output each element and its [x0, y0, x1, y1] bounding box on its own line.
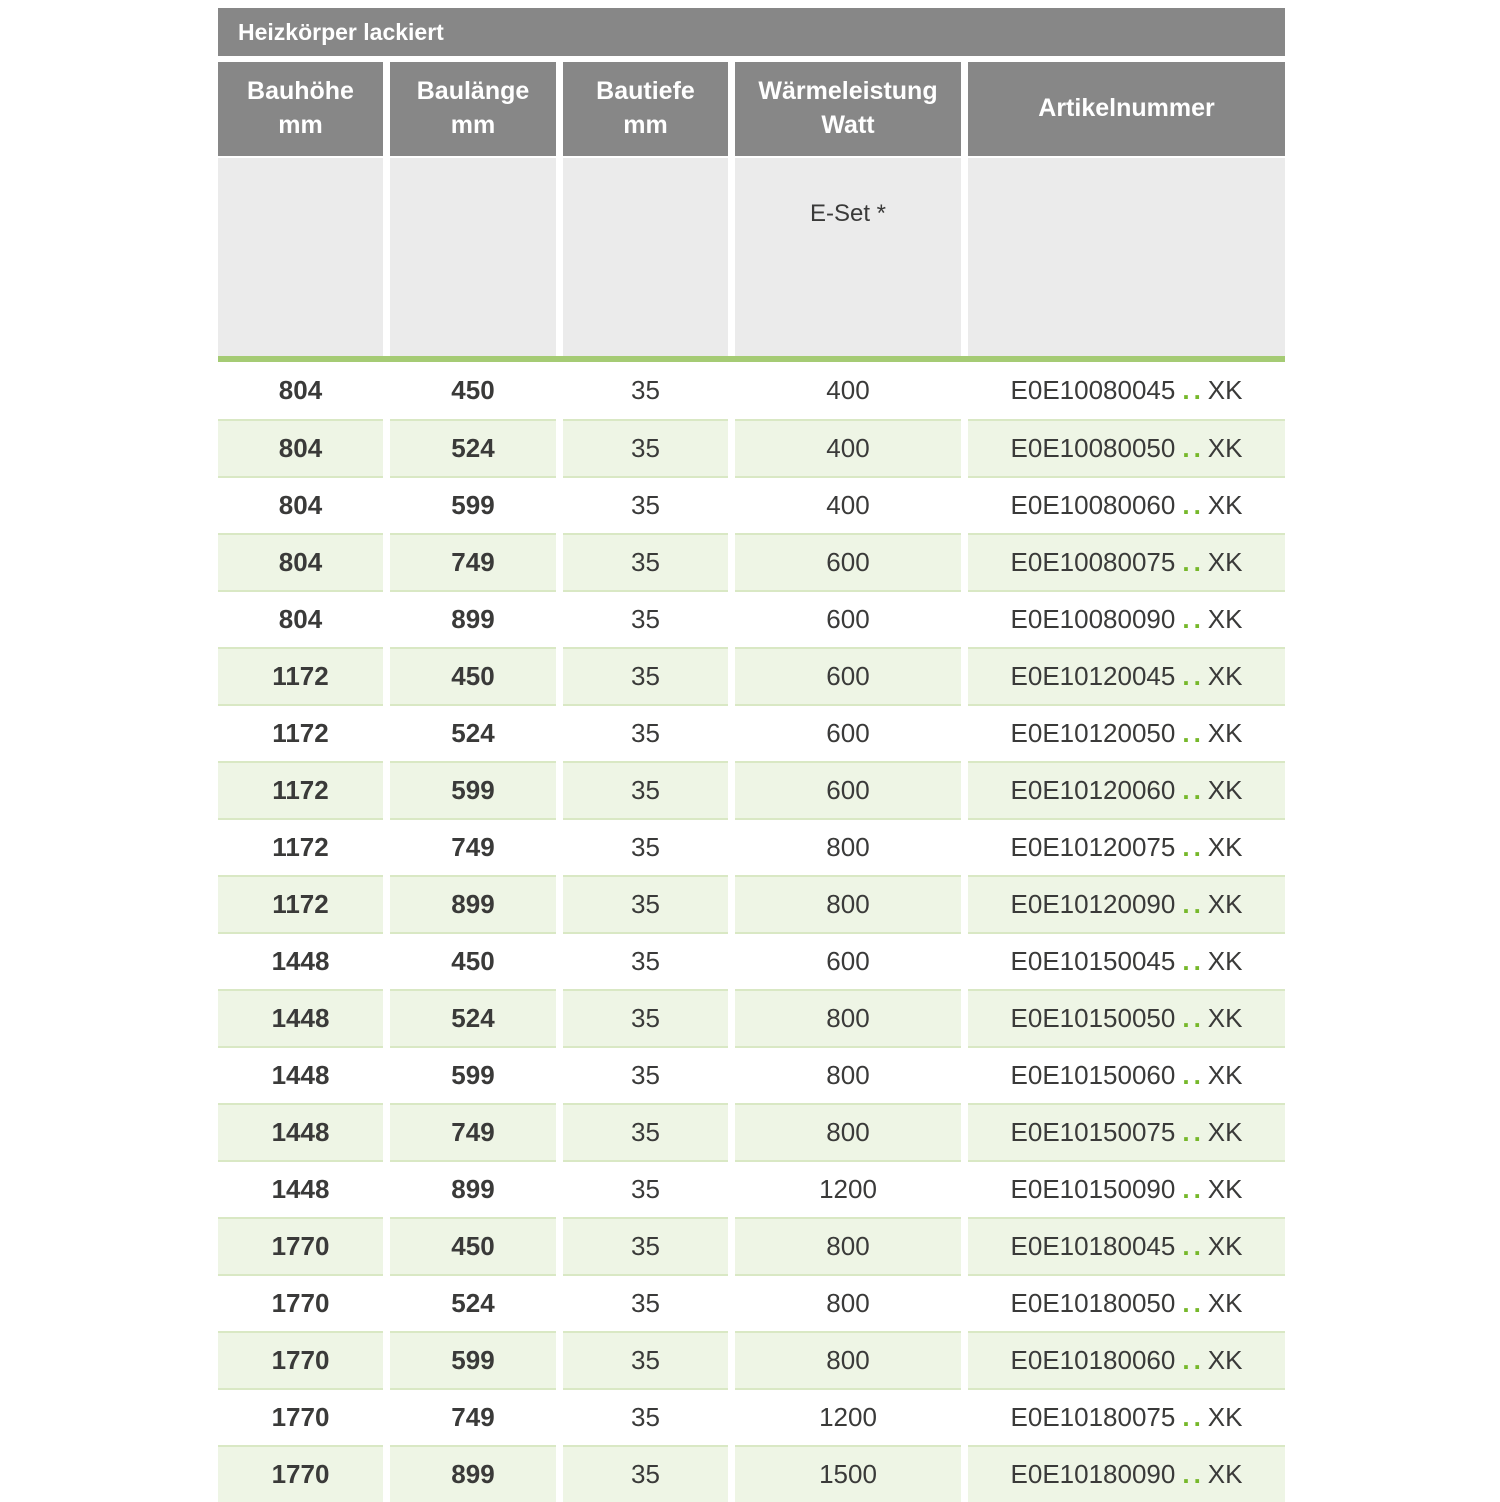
cell-baulaenge: 599 — [390, 761, 556, 818]
cell-bautiefe: 35 — [563, 1331, 728, 1388]
artikel-suffix: XK — [1207, 433, 1243, 463]
artikel-prefix: E0E10180060 — [1010, 1345, 1176, 1375]
cell-watt: 800 — [735, 1331, 961, 1388]
cell-bautiefe: 35 — [563, 704, 728, 761]
cell-bautiefe: 35 — [563, 1046, 728, 1103]
artikel-prefix: E0E10150075 — [1010, 1117, 1176, 1147]
cell-watt: 400 — [735, 419, 961, 476]
artikel-dots: .. — [1182, 547, 1205, 577]
column-header-label: Baulänge — [416, 77, 530, 106]
artikel-prefix: E0E10180050 — [1010, 1288, 1176, 1318]
cell-bauhoehe: 1770 — [218, 1331, 383, 1388]
table-row — [218, 362, 1285, 419]
artikel-suffix: XK — [1207, 661, 1243, 691]
table-title: Heizkörper lackiert — [238, 18, 444, 45]
cell-bautiefe: 35 — [563, 932, 728, 989]
cell-bauhoehe: 1770 — [218, 1388, 383, 1445]
cell-bautiefe: 35 — [563, 761, 728, 818]
cell-bauhoehe: 1448 — [218, 1046, 383, 1103]
cell-bautiefe: 35 — [563, 989, 728, 1046]
column-header-label: Wärmeleistung — [758, 77, 938, 106]
cell-watt: 400 — [735, 362, 961, 419]
artikel-prefix: E0E10120050 — [1010, 718, 1176, 748]
cell-baulaenge: 749 — [390, 1388, 556, 1445]
column-header-artikelnummer — [968, 62, 1285, 156]
cell-bauhoehe: 1448 — [218, 989, 383, 1046]
cell-artikelnummer — [968, 590, 1285, 647]
cell-baulaenge: 749 — [390, 818, 556, 875]
cell-bauhoehe: 1448 — [218, 1103, 383, 1160]
cell-bauhoehe: 804 — [218, 476, 383, 533]
table-row — [218, 1160, 1285, 1217]
artikel-prefix: E0E10150050 — [1010, 1003, 1176, 1033]
cell-bauhoehe: 1172 — [218, 761, 383, 818]
cell-watt: 600 — [735, 533, 961, 590]
cell-bauhoehe: 1770 — [218, 1274, 383, 1331]
artikel-dots: .. — [1182, 1231, 1205, 1261]
cell-baulaenge: 899 — [390, 590, 556, 647]
artikel-suffix: XK — [1207, 490, 1243, 520]
cell-artikelnummer — [968, 647, 1285, 704]
artikel-dots: .. — [1182, 433, 1205, 463]
cell-baulaenge: 749 — [390, 533, 556, 590]
cell-baulaenge: 524 — [390, 704, 556, 761]
cell-watt: 600 — [735, 761, 961, 818]
cell-watt: 800 — [735, 1217, 961, 1274]
cell-artikelnummer — [968, 362, 1285, 419]
cell-bauhoehe: 1770 — [218, 1445, 383, 1502]
subheader-cell-baulaenge — [390, 158, 556, 356]
artikel-suffix: XK — [1207, 1231, 1243, 1261]
artikel-prefix: E0E10120060 — [1010, 775, 1176, 805]
artikel-prefix: E0E10080060 — [1010, 490, 1176, 520]
subheader-cell-bautiefe — [563, 158, 728, 356]
cell-bautiefe: 35 — [563, 533, 728, 590]
cell-watt: 800 — [735, 1046, 961, 1103]
cell-artikelnummer — [968, 1160, 1285, 1217]
cell-watt: 1200 — [735, 1388, 961, 1445]
column-header-unit: mm — [623, 111, 668, 139]
artikel-prefix: E0E10080045 — [1010, 375, 1176, 405]
cell-watt: 800 — [735, 875, 961, 932]
artikel-dots: .. — [1182, 946, 1205, 976]
cell-watt: 600 — [735, 590, 961, 647]
cell-artikelnummer — [968, 1274, 1285, 1331]
cell-bautiefe: 35 — [563, 476, 728, 533]
cell-artikelnummer — [968, 818, 1285, 875]
cell-watt: 800 — [735, 989, 961, 1046]
column-header-label: Bauhöhe — [247, 77, 354, 106]
cell-artikelnummer — [968, 1388, 1285, 1445]
artikel-suffix: XK — [1207, 1060, 1243, 1090]
cell-artikelnummer — [968, 1103, 1285, 1160]
cell-watt: 800 — [735, 818, 961, 875]
cell-bauhoehe: 1172 — [218, 875, 383, 932]
table-row — [218, 419, 1285, 476]
cell-bauhoehe: 804 — [218, 362, 383, 419]
artikel-suffix: XK — [1207, 1003, 1243, 1033]
cell-baulaenge: 450 — [390, 932, 556, 989]
column-header-unit: Watt — [821, 111, 875, 139]
cell-artikelnummer — [968, 875, 1285, 932]
cell-bauhoehe: 1172 — [218, 704, 383, 761]
table-title-bar — [218, 8, 1285, 56]
cell-artikelnummer — [968, 419, 1285, 476]
table-row — [218, 932, 1285, 989]
cell-bautiefe: 35 — [563, 419, 728, 476]
cell-baulaenge: 524 — [390, 419, 556, 476]
artikel-prefix: E0E10080050 — [1010, 433, 1176, 463]
table-row — [218, 1046, 1285, 1103]
artikel-dots: .. — [1182, 375, 1205, 405]
table-row — [218, 476, 1285, 533]
artikel-dots: .. — [1182, 1174, 1205, 1204]
cell-bautiefe: 35 — [563, 1388, 728, 1445]
cell-bautiefe: 35 — [563, 590, 728, 647]
column-header-label: Bautiefe — [596, 77, 695, 106]
cell-bautiefe: 35 — [563, 875, 728, 932]
cell-watt: 800 — [735, 1274, 961, 1331]
table-row — [218, 1103, 1285, 1160]
artikel-suffix: XK — [1207, 946, 1243, 976]
cell-artikelnummer — [968, 476, 1285, 533]
subheader-cell-artikelnummer — [968, 158, 1285, 356]
artikel-dots: .. — [1182, 490, 1205, 520]
artikel-suffix: XK — [1207, 832, 1243, 862]
artikel-dots: .. — [1182, 832, 1205, 862]
artikel-suffix: XK — [1207, 1345, 1243, 1375]
cell-baulaenge: 899 — [390, 875, 556, 932]
cell-baulaenge: 524 — [390, 989, 556, 1046]
artikel-prefix: E0E10180075 — [1010, 1402, 1176, 1432]
column-header-bauhoehe — [218, 62, 383, 156]
artikel-prefix: E0E10080090 — [1010, 604, 1176, 634]
artikel-prefix: E0E10120075 — [1010, 832, 1176, 862]
artikel-prefix: E0E10180090 — [1010, 1459, 1176, 1489]
table-row — [218, 647, 1285, 704]
table-row — [218, 1217, 1285, 1274]
table-row — [218, 704, 1285, 761]
cell-watt: 1500 — [735, 1445, 961, 1502]
table-body — [218, 362, 1285, 1502]
cell-artikelnummer — [968, 533, 1285, 590]
table-row — [218, 1331, 1285, 1388]
cell-bautiefe: 35 — [563, 818, 728, 875]
cell-bautiefe: 35 — [563, 1217, 728, 1274]
cell-baulaenge: 599 — [390, 1331, 556, 1388]
cell-watt: 600 — [735, 704, 961, 761]
cell-baulaenge: 599 — [390, 1046, 556, 1103]
subheader-row — [218, 158, 1285, 356]
table-row — [218, 1274, 1285, 1331]
artikel-dots: .. — [1182, 775, 1205, 805]
cell-artikelnummer — [968, 704, 1285, 761]
cell-baulaenge: 749 — [390, 1103, 556, 1160]
cell-bautiefe: 35 — [563, 1103, 728, 1160]
artikel-dots: .. — [1182, 1345, 1205, 1375]
cell-baulaenge: 899 — [390, 1160, 556, 1217]
cell-bauhoehe: 1172 — [218, 647, 383, 704]
column-header-unit: mm — [450, 111, 496, 139]
artikel-suffix: XK — [1207, 1117, 1243, 1147]
cell-bauhoehe: 1172 — [218, 818, 383, 875]
artikel-prefix: E0E10150045 — [1010, 946, 1176, 976]
cell-artikelnummer — [968, 1046, 1285, 1103]
subheader-cell-eset — [735, 158, 961, 356]
artikel-dots: .. — [1182, 604, 1205, 634]
column-header-bautiefe — [563, 62, 728, 156]
table-row — [218, 1388, 1285, 1445]
artikel-suffix: XK — [1207, 1402, 1243, 1432]
artikel-suffix: XK — [1207, 775, 1243, 805]
eset-label: E-Set * — [809, 200, 887, 227]
cell-artikelnummer — [968, 761, 1285, 818]
artikel-suffix: XK — [1207, 718, 1243, 748]
artikel-suffix: XK — [1207, 604, 1243, 634]
cell-bautiefe: 35 — [563, 1274, 728, 1331]
cell-watt: 400 — [735, 476, 961, 533]
cell-baulaenge: 899 — [390, 1445, 556, 1502]
table-row — [218, 875, 1285, 932]
table-row — [218, 761, 1285, 818]
artikel-dots: .. — [1182, 1459, 1205, 1489]
artikel-suffix: XK — [1207, 889, 1243, 919]
cell-bautiefe: 35 — [563, 362, 728, 419]
table-row — [218, 590, 1285, 647]
cell-bauhoehe: 1770 — [218, 1217, 383, 1274]
cell-bauhoehe: 804 — [218, 590, 383, 647]
artikel-dots: .. — [1182, 1288, 1205, 1318]
artikel-prefix: E0E10080075 — [1010, 547, 1176, 577]
cell-watt: 600 — [735, 932, 961, 989]
cell-artikelnummer — [968, 932, 1285, 989]
column-header-label: Artikelnummer — [1038, 94, 1215, 123]
cell-artikelnummer — [968, 1217, 1285, 1274]
artikel-suffix: XK — [1207, 1459, 1243, 1489]
artikel-prefix: E0E10150090 — [1010, 1174, 1176, 1204]
artikel-dots: .. — [1182, 889, 1205, 919]
column-header-unit: mm — [278, 111, 323, 139]
artikel-suffix: XK — [1207, 375, 1243, 405]
cell-bautiefe: 35 — [563, 647, 728, 704]
cell-bauhoehe: 1448 — [218, 1160, 383, 1217]
cell-bautiefe: 35 — [563, 1160, 728, 1217]
cell-bautiefe: 35 — [563, 1445, 728, 1502]
cell-bauhoehe: 1448 — [218, 932, 383, 989]
artikel-dots: .. — [1182, 1117, 1205, 1147]
artikel-prefix: E0E10120090 — [1010, 889, 1176, 919]
cell-baulaenge: 450 — [390, 647, 556, 704]
subheader-cell-bauhoehe — [218, 158, 383, 356]
header-row — [218, 62, 1285, 156]
artikel-prefix: E0E10180045 — [1010, 1231, 1176, 1261]
cell-baulaenge: 599 — [390, 476, 556, 533]
artikel-suffix: XK — [1207, 1288, 1243, 1318]
cell-watt: 800 — [735, 1103, 961, 1160]
artikel-prefix: E0E10120045 — [1010, 661, 1176, 691]
artikel-dots: .. — [1182, 1402, 1205, 1432]
column-header-baulaenge — [390, 62, 556, 156]
cell-watt: 600 — [735, 647, 961, 704]
artikel-dots: .. — [1182, 1003, 1205, 1033]
table-row — [218, 989, 1285, 1046]
table-row — [218, 818, 1285, 875]
artikel-suffix: XK — [1207, 547, 1243, 577]
cell-bauhoehe: 804 — [218, 419, 383, 476]
cell-artikelnummer — [968, 1331, 1285, 1388]
table-row — [218, 533, 1285, 590]
artikel-dots: .. — [1182, 661, 1205, 691]
cell-artikelnummer — [968, 1445, 1285, 1502]
cell-artikelnummer — [968, 989, 1285, 1046]
table-row — [218, 1445, 1285, 1502]
column-header-waermeleistung — [735, 62, 961, 156]
artikel-prefix: E0E10150060 — [1010, 1060, 1176, 1090]
cell-baulaenge: 450 — [390, 362, 556, 419]
artikel-dots: .. — [1182, 718, 1205, 748]
product-table — [218, 8, 1285, 1502]
artikel-dots: .. — [1182, 1060, 1205, 1090]
cell-bauhoehe: 804 — [218, 533, 383, 590]
cell-watt: 1200 — [735, 1160, 961, 1217]
cell-baulaenge: 450 — [390, 1217, 556, 1274]
artikel-suffix: XK — [1207, 1174, 1243, 1204]
cell-baulaenge: 524 — [390, 1274, 556, 1331]
